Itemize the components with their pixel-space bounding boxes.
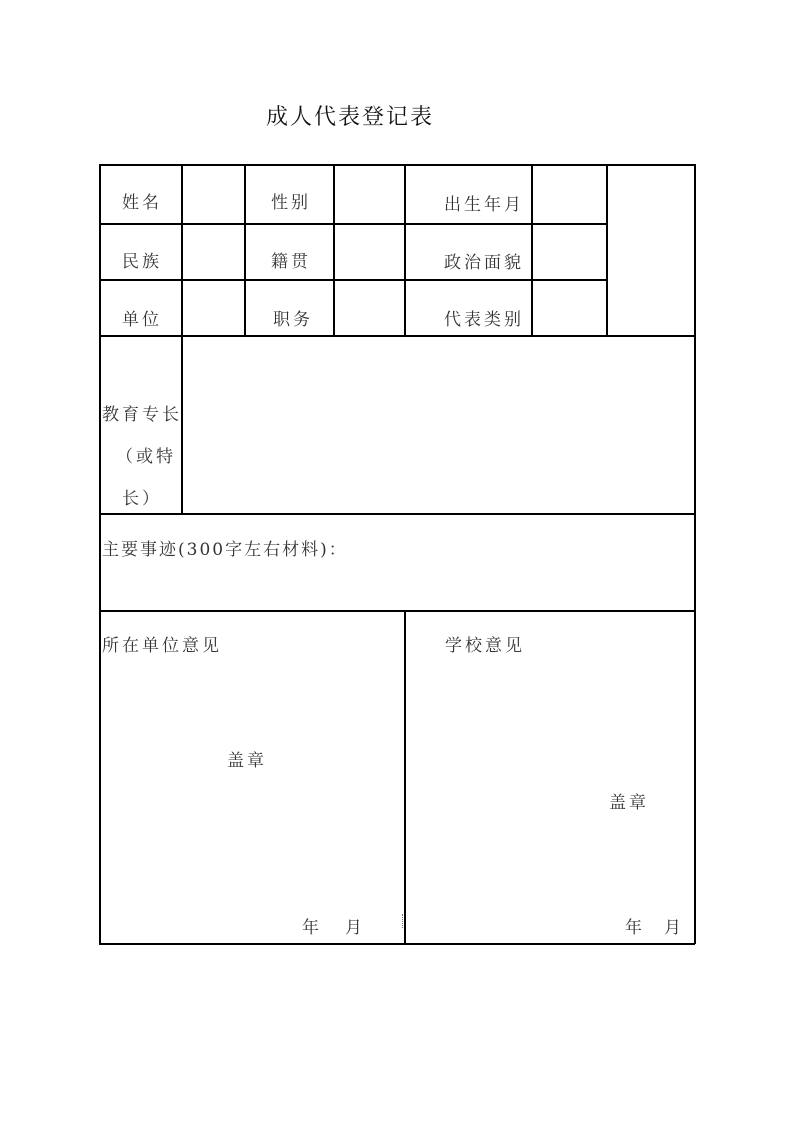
school-month-label: 月 [664, 918, 684, 938]
name-field[interactable] [183, 166, 243, 222]
expertise-label-line2: （或特 [116, 447, 176, 467]
school-seal-label: 盖章 [609, 793, 649, 813]
category-field[interactable] [533, 281, 605, 334]
birth-field[interactable] [533, 166, 605, 222]
photo-area[interactable] [608, 166, 693, 334]
unit-month-label: 月 [345, 918, 365, 938]
achievements-field[interactable] [101, 560, 693, 609]
unit-field[interactable] [183, 281, 243, 334]
political-field[interactable] [533, 225, 605, 278]
col-divider-4 [404, 164, 406, 336]
unit-seal-label: 盖章 [227, 751, 267, 771]
row-divider-4 [99, 513, 695, 515]
ethnicity-label: 民族 [122, 252, 162, 272]
col-divider-2 [244, 164, 246, 336]
political-label: 政治面貌 [444, 253, 524, 273]
unit-opinion-label: 所在单位意见 [102, 636, 222, 656]
table-border-right [694, 164, 696, 944]
school-year-label: 年 [625, 918, 645, 938]
row-divider-5 [99, 610, 695, 612]
birth-label: 出生年月 [444, 195, 524, 215]
category-label: 代表类别 [444, 310, 524, 330]
position-label: 职务 [273, 310, 313, 330]
gender-field[interactable] [335, 166, 403, 222]
achievements-label: 主要事迹(300字左右材料)： [102, 540, 348, 560]
clipped-day-glyph [402, 914, 406, 928]
expertise-label-line3: 长） [122, 489, 162, 509]
table-border-bottom [99, 943, 695, 945]
opinion-divider [404, 610, 406, 944]
table-border-left [99, 164, 101, 944]
expertise-label-line1: 教育专长 [102, 405, 182, 425]
origin-field[interactable] [335, 225, 403, 278]
ethnicity-field[interactable] [183, 225, 243, 278]
gender-label: 性别 [271, 193, 311, 213]
unit-year-label: 年 [302, 918, 322, 938]
name-label: 姓名 [122, 193, 162, 213]
origin-label: 籍贯 [271, 252, 311, 272]
page-title: 成人代表登记表 [265, 105, 434, 130]
school-opinion-label: 学校意见 [445, 636, 525, 656]
expertise-field[interactable] [183, 337, 693, 512]
position-field[interactable] [335, 281, 403, 334]
unit-label: 单位 [122, 310, 162, 330]
